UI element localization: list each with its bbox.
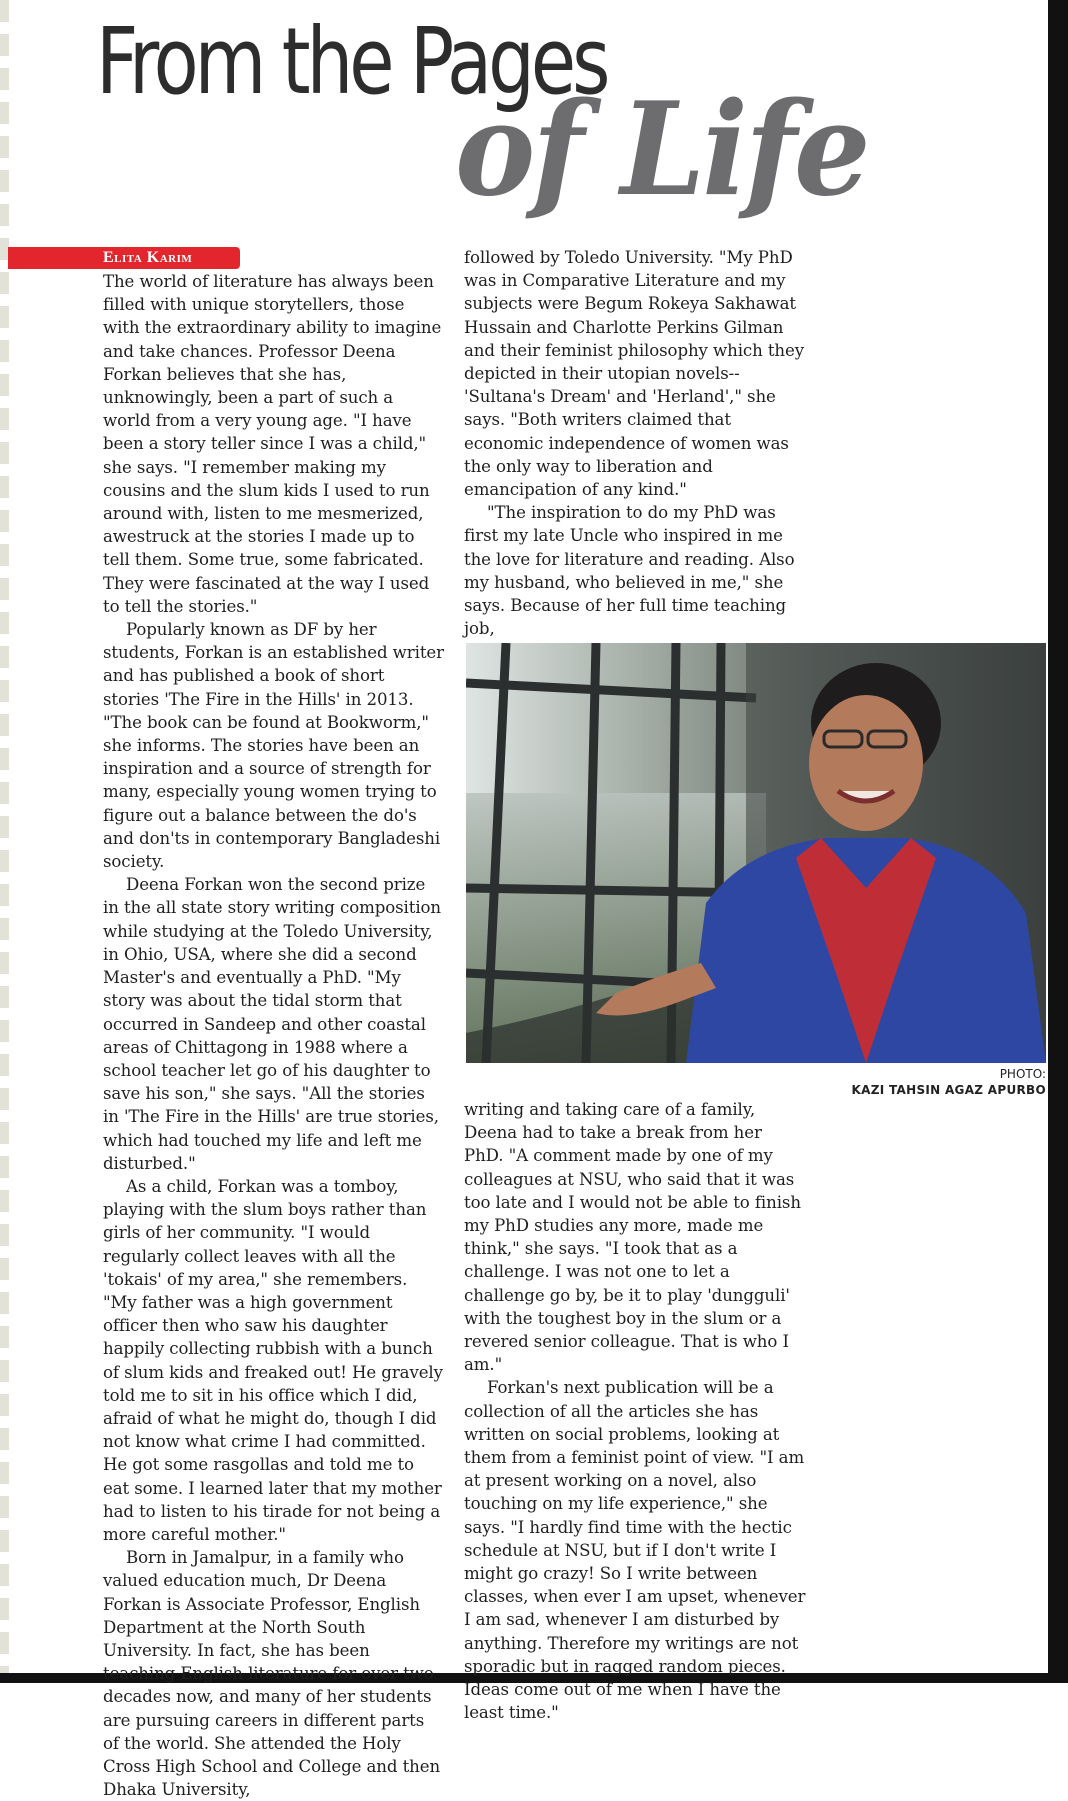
article-column-middle-top — [464, 246, 806, 640]
photo-credit — [852, 1066, 1046, 1098]
paragraph: Deena Forkan won the second prize in the all state story writing composition while studying at the Toledo University, in Ohio, USA, where she did a second Master's and eventually a PhD. "My story was about the tidal storm that occurred in Sandeep and other coastal areas of Chittagong in 1988 where a school teacher let go of his daughter to save his son," she says. "All the stories in 'The Fire in the Hills' are true stories, which had touched my life and left me disturbed." — [103, 875, 442, 1173]
article-column-left — [103, 270, 445, 1801]
headline-line-2: of Life — [455, 75, 868, 225]
paragraph: Born in Jamalpur, in a family who valued education much, Dr Deena Forkan is Associate Professor, English Department at the North South University. In fact, she has been teaching English literature for over two decades now, and many of her students are pursuing careers in different parts of the world. She attended the Holy Cross High School and College and then Dhaka University, — [103, 1548, 441, 1800]
byline-banner — [8, 247, 240, 269]
paragraph: "The inspiration to do my PhD was first my late Uncle who inspired in me the love for literature and reading. Also my husband, who believed in me," she says. Because of her full time teaching job, — [464, 503, 795, 639]
page-right-border — [1048, 0, 1068, 1683]
paragraph: followed by Toledo University. "My PhD was in Comparative Literature and my subjects were Begum Rokeya Sakhawat Hussain and Charlotte Perkins Gilman and their feminist philosophy which they depicted in their utopian novels-- 'Sultana's Dream' and 'Herland'," she says. "Both writers claimed that economic independence of women was the only way to liberation and emancipation of any kind." — [464, 248, 805, 500]
paragraph: writing and taking care of a family, Deena had to take a break from her PhD. "A comment made by one of my colleagues at NSU, who said that it was too late and I would not be able to finish my PhD studies any more, made me think," she says. "I took that as a challenge. I was not one to let a challenge go by, be it to play 'dungguli' with the toughest boy in the slum or a revered senior colleague. That is who I am." — [464, 1100, 801, 1375]
headline-line-1: From the Pages — [96, 8, 607, 115]
paragraph: Forkan's next publication will be a collection of all the articles she has written on social problems, looking at them from a feminist point of view. "I am at present working on a novel, also touching on my life experience," she says. "I hardly find time with the hectic schedule at NSU, but if I don't write I might go crazy! So I write between classes, when ever I am upset, whenever I am sad, whenever I am disturbed by anything. Therefore my writings are not sporadic but in ragged random pieces. Ideas come out of me when I have the least time." — [464, 1378, 806, 1723]
paragraph: Popularly known as DF by her students, Forkan is an established writer and has published a book of short stories 'The Fire in the Hills' in 2013. "The book can be found at Bookworm," she informs. The stories have been an inspiration and a source of strength for many, especially young women trying to figure out a balance between the do's and don'ts in contemporary Bangladeshi society. — [103, 620, 444, 872]
photo-credit-name: KAZI TAHSIN AGAZ APURBO — [851, 1083, 1046, 1097]
photo-credit-label: PHOTO: — [999, 1067, 1046, 1081]
byline-author: Elita Karim — [103, 249, 193, 266]
article-column-middle-bottom — [464, 1098, 806, 1724]
paragraph: The world of literature has always been filled with unique storytellers, those with the extraordinary ability to imagine and take chances. Professor Deena Forkan believes that she has, unknowingly, been a part of such a world from a very young age. "I have been a story teller since I was a child," she says. "I remember making my cousins and the slum kids I used to run around with, listen to me mesmerized, awestruck at the stories I made up to tell them. Some true, some fabricated. They were fascinated at the way I used to tell the stories." — [103, 272, 442, 616]
paragraph: As a child, Forkan was a tomboy, playing with the slum boys rather than girls of her community. "I would regularly collect leaves with all the 'tokais' of my area," she remembers. "My father was a high government officer then who saw his daughter happily collecting rubbish with a bunch of slum kids and freaked out! He gravely told me to sit in his office which I did, afraid of what he might do, though I did not know what crime I had committed. He got some rasgollas and told me to eat some. I learned later that my mother had to listen to his tirade for not being a more careful mother." — [103, 1176, 443, 1544]
portrait-photo — [466, 643, 1046, 1063]
portrait-illustration — [466, 643, 1046, 1063]
